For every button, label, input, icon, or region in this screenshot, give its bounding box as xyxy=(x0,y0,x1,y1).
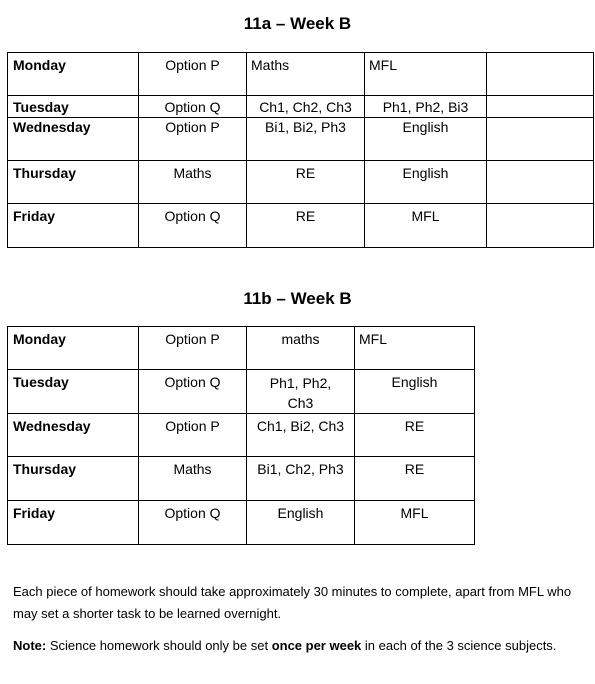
day-cell: Thursday xyxy=(8,457,139,501)
cell: maths xyxy=(247,327,355,370)
cell: Maths xyxy=(139,161,247,204)
cell: MFL xyxy=(365,204,487,248)
cell xyxy=(487,118,594,161)
day-cell: Tuesday xyxy=(8,370,139,414)
cell: Option P xyxy=(139,414,247,457)
cell xyxy=(487,53,594,96)
day-cell: Friday xyxy=(8,501,139,545)
day-cell: Thursday xyxy=(8,161,139,204)
cell: Maths xyxy=(247,53,365,96)
table-row xyxy=(8,327,475,370)
homework-time-note: Each piece of homework should take approximately 30 minutes to complete, apart from MFL who may set a shorter task to be learned overnight. xyxy=(13,584,572,621)
cell: English xyxy=(365,161,487,204)
cell: English xyxy=(355,370,475,414)
day-cell: Wednesday xyxy=(8,118,139,161)
cell: English xyxy=(365,118,487,161)
table-row xyxy=(8,161,594,204)
cell: Option Q xyxy=(139,370,247,414)
cell: RE xyxy=(355,414,475,457)
science-note xyxy=(13,635,583,657)
cell: Option Q xyxy=(139,501,247,545)
day-cell: Wednesday xyxy=(8,414,139,457)
timetable-11b xyxy=(7,326,475,545)
day-cell: Tuesday xyxy=(8,96,139,118)
cell xyxy=(487,161,594,204)
table-row xyxy=(8,414,475,457)
cell: Bi1, Ch2, Ph3 xyxy=(247,457,355,501)
note-text-2: in each of the 3 science subjects. xyxy=(361,638,557,653)
cell: Bi1, Bi2, Ph3 xyxy=(247,118,365,161)
timetable-11a xyxy=(7,52,594,248)
cell: Ph1, Ph2, Bi3 xyxy=(365,96,487,118)
cell: RE xyxy=(355,457,475,501)
table-row xyxy=(8,204,594,248)
cell: MFL xyxy=(355,327,475,370)
day-cell: Monday xyxy=(8,53,139,96)
note-label: Note: xyxy=(13,638,47,653)
cell: Option P xyxy=(139,327,247,370)
table-row xyxy=(8,501,475,545)
table-row xyxy=(8,53,594,96)
table-row xyxy=(8,370,475,414)
day-cell: Friday xyxy=(8,204,139,248)
day-cell: Monday xyxy=(8,327,139,370)
table-a-title: 11a – Week B xyxy=(243,14,352,33)
cell: Option Q xyxy=(139,204,247,248)
note-emphasis: once per week xyxy=(271,638,362,653)
cell: MFL xyxy=(355,501,475,545)
table-row xyxy=(8,96,594,118)
cell: RE xyxy=(247,204,365,248)
cell: English xyxy=(247,501,355,545)
cell xyxy=(487,204,594,248)
cell: Option Q xyxy=(139,96,247,118)
cell: Ch1, Ch2, Ch3 xyxy=(247,96,365,118)
table-row xyxy=(8,118,594,161)
cell: MFL xyxy=(365,53,487,96)
table-b-title: 11b – Week B xyxy=(243,289,352,308)
cell: Option P xyxy=(139,118,247,161)
cell: Option P xyxy=(139,53,247,96)
note-text-1: Science homework should only be set xyxy=(46,638,272,653)
cell: Ch1, Bi2, Ch3 xyxy=(247,414,355,457)
cell xyxy=(487,96,594,118)
table-row xyxy=(8,457,475,501)
cell: RE xyxy=(247,161,365,204)
cell: Maths xyxy=(139,457,247,501)
cell: Ph1, Ph2, Ch3 xyxy=(247,370,355,414)
